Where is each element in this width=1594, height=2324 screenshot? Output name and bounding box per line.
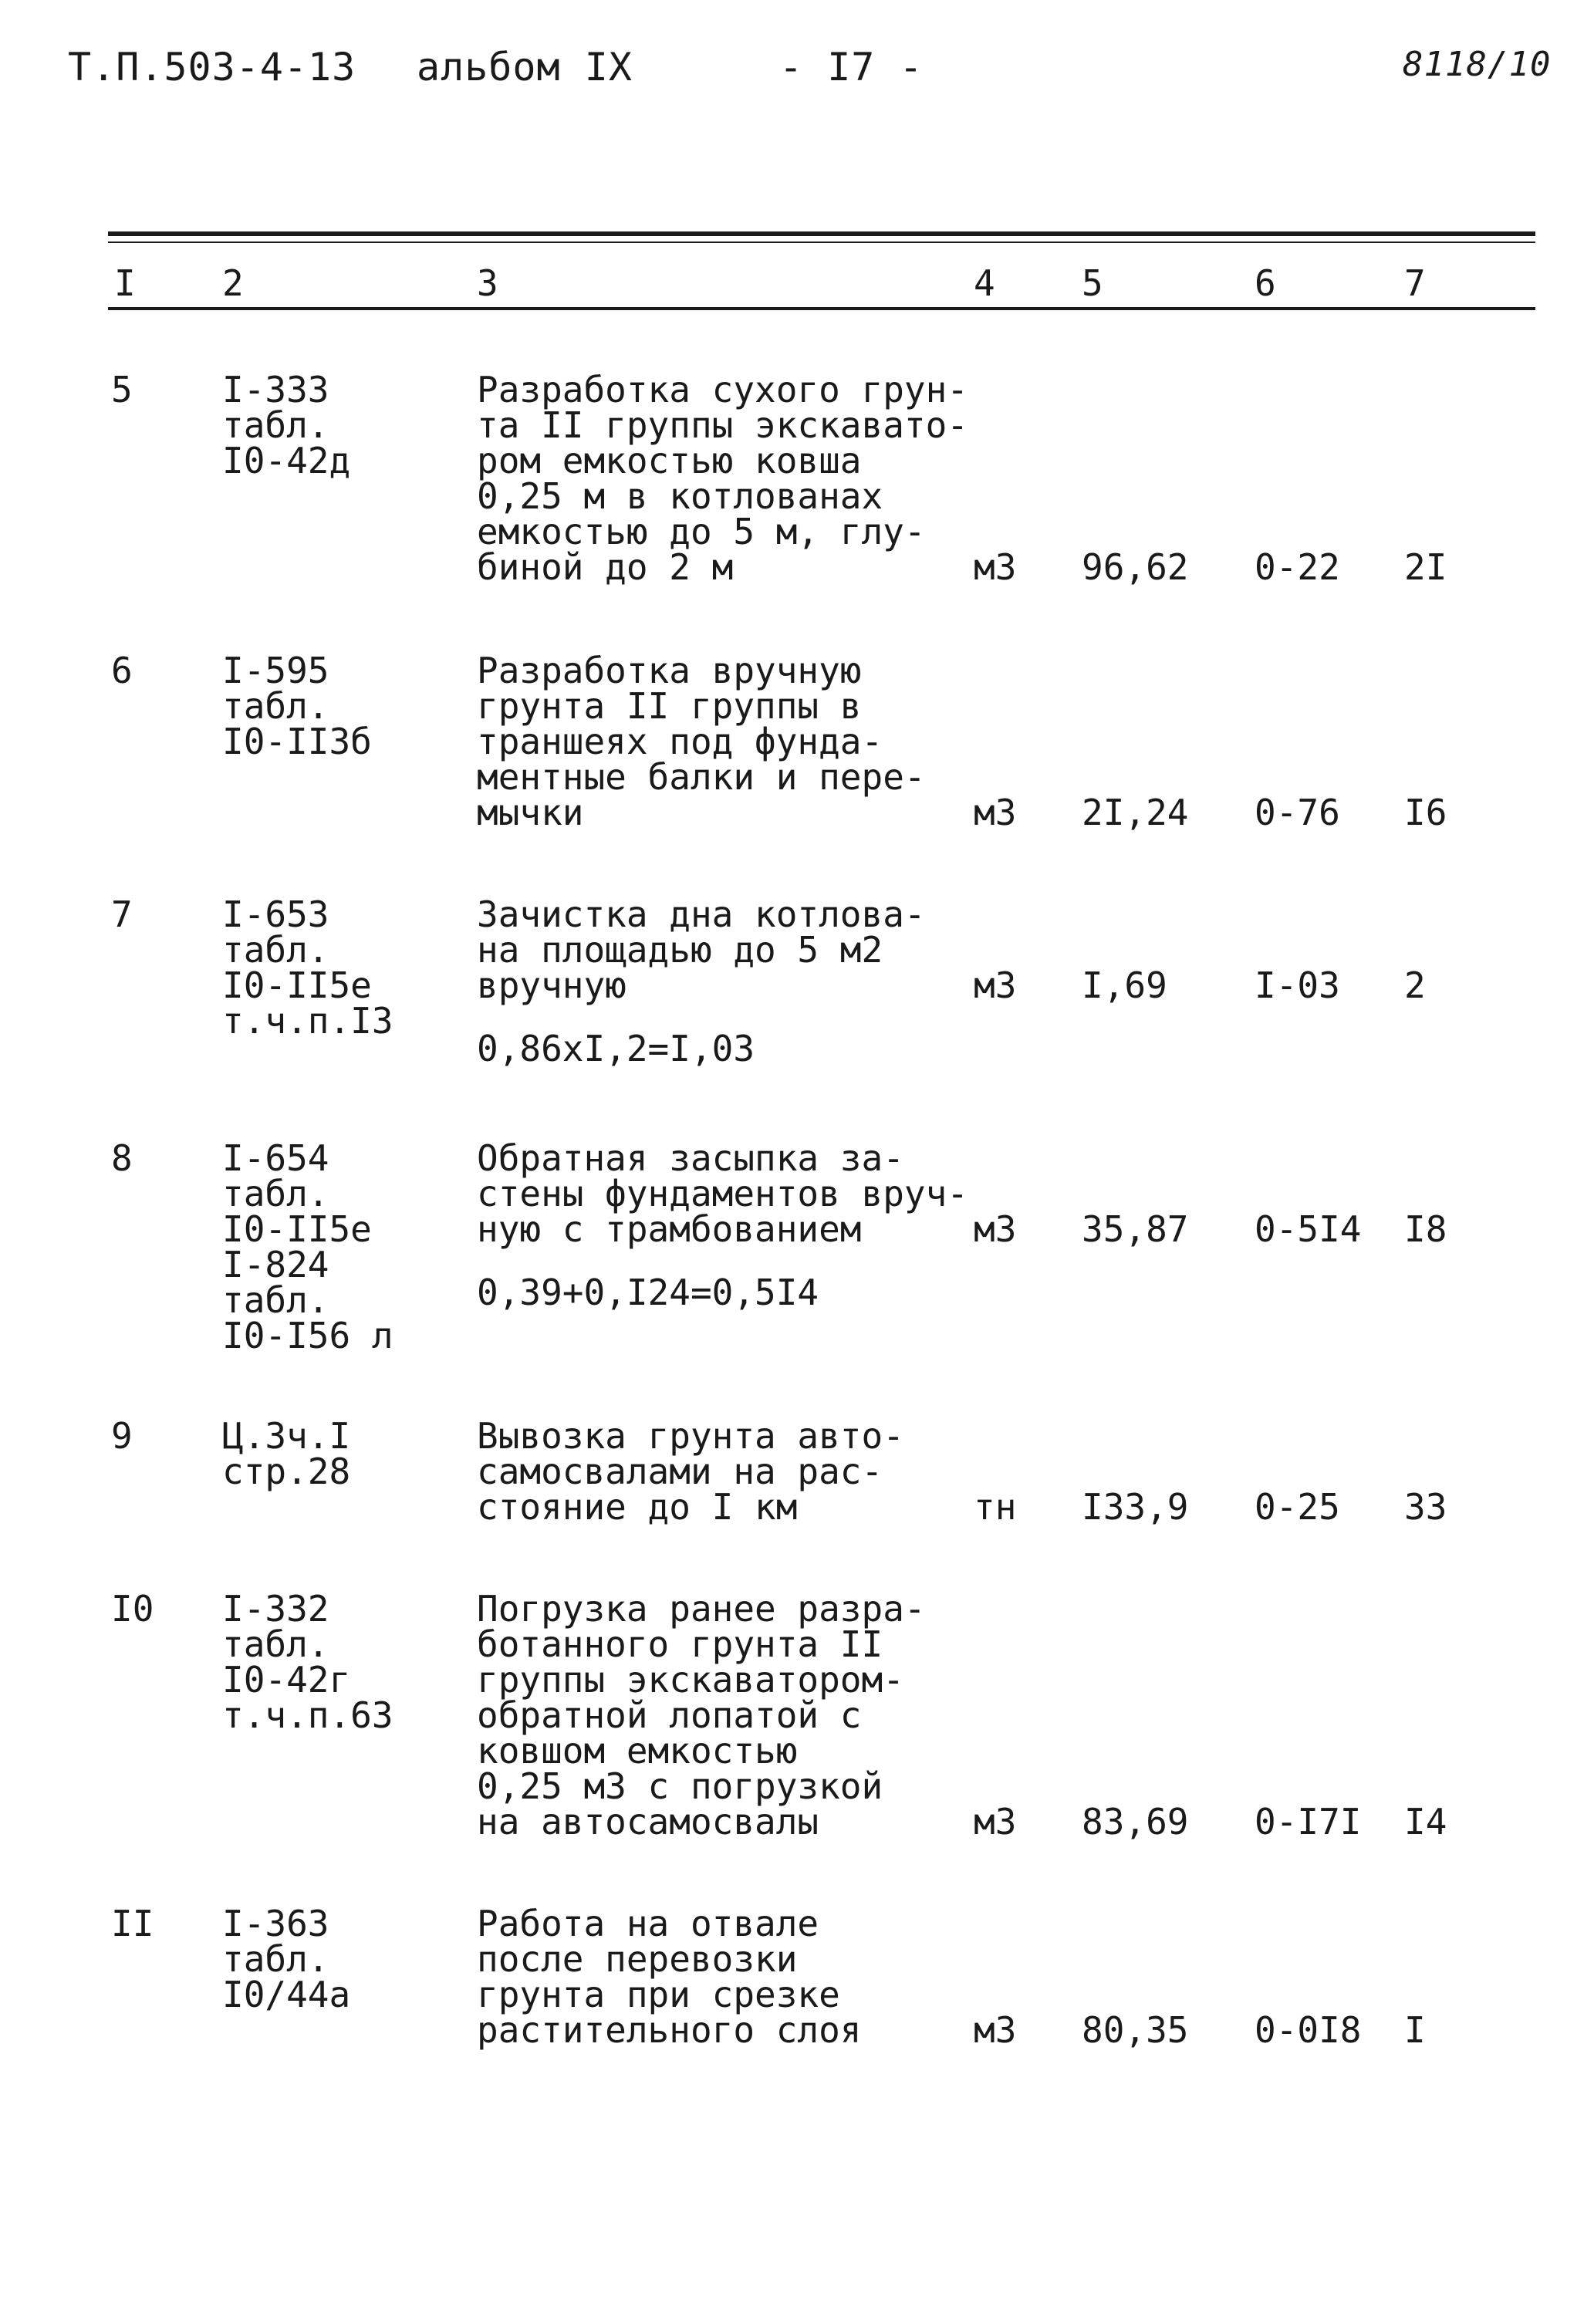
labor-norm: 0-5I4 (1255, 1208, 1362, 1250)
row-number: I0 (111, 1588, 154, 1630)
calculation-note: 0,39+0,I24=0,5I4 (477, 1272, 819, 1313)
labor-total: 2 (1404, 964, 1426, 1006)
labor-total: I6 (1404, 792, 1447, 833)
work-description: Зачистка дна котлова- на площадью до 5 м2 вручную (477, 893, 926, 1006)
quantity: 96,62 (1082, 546, 1189, 588)
unit: тн (974, 1486, 1017, 1528)
work-description: Разработка вручную грунта II группы в траншеях под фунда- ментные балки и пере- мычки (477, 650, 926, 833)
column-number-3: 3 (477, 262, 498, 304)
unit: м3 (974, 1801, 1017, 1843)
norm-reference: I-653 табл. I0-II5е т.ч.п.I3 (222, 893, 393, 1042)
labor-norm: 0-25 (1255, 1486, 1340, 1528)
labor-norm: 0-0I8 (1255, 2009, 1362, 2051)
inventory-number: 8118/10 (1403, 45, 1552, 84)
column-number-4: 4 (974, 262, 995, 304)
row-number: II (111, 1903, 154, 1944)
column-number-7: 7 (1404, 262, 1426, 304)
column-number-5: 5 (1082, 262, 1103, 304)
labor-total: I (1404, 2009, 1426, 2051)
quantity: 2I,24 (1082, 792, 1189, 833)
norm-reference: I-332 табл. I0-42г т.ч.п.63 (222, 1588, 393, 1736)
column-number-2: 2 (222, 262, 244, 304)
quantity: 83,69 (1082, 1801, 1189, 1843)
row-number: 9 (111, 1415, 133, 1457)
labor-total: I4 (1404, 1801, 1447, 1843)
work-description: Разработка сухого грун- та II группы экскавато- ром емкостью ковша 0,25 м в котлованах емкостью до 5 м, глу- биной до 2 м (477, 369, 968, 588)
column-number-6: 6 (1255, 262, 1276, 304)
album-label: альбом IX (417, 45, 633, 90)
labor-total: 33 (1404, 1486, 1447, 1528)
work-description: Обратная засыпка за- стены фундаментов вруч- ную с трамбованием (477, 1137, 968, 1250)
work-description: Вывозка грунта авто- самосвалами на рас- стояние до I км (477, 1415, 904, 1528)
work-description: Погрузка ранее разра- ботанного грунта II группы экскаватором- обратной лопатой с ковшом емкостью 0,25 м3 с погрузкой на автосамосвалы (477, 1588, 926, 1843)
labor-norm: I-03 (1255, 964, 1340, 1006)
project-code: Т.П.503-4-13 (68, 45, 356, 90)
labor-total: 2I (1404, 546, 1447, 588)
work-description: Работа на отвале после перевозки грунта при срезке растительного слоя (477, 1903, 862, 2051)
table-top-rule-thin (108, 242, 1535, 243)
labor-norm: 0-76 (1255, 792, 1340, 833)
quantity: I33,9 (1082, 1486, 1189, 1528)
column-number-1: I (114, 262, 136, 304)
labor-total: I8 (1404, 1208, 1447, 1250)
row-number: 7 (111, 893, 133, 935)
norm-reference: Ц.3ч.I стр.28 (222, 1415, 351, 1492)
norm-reference: I-363 табл. I0/44а (222, 1903, 351, 2015)
row-number: 8 (111, 1137, 133, 1179)
unit: м3 (974, 792, 1017, 833)
calculation-note: 0,86хI,2=I,03 (477, 1028, 755, 1069)
row-number: 5 (111, 369, 133, 410)
norm-reference: I-333 табл. I0-42д (222, 369, 351, 481)
row-number: 6 (111, 650, 133, 691)
unit: м3 (974, 546, 1017, 588)
unit: м3 (974, 964, 1017, 1006)
norm-reference: I-654 табл. I0-II5е I-824 табл. I0-I56 л (222, 1137, 393, 1356)
quantity: 80,35 (1082, 2009, 1189, 2051)
labor-norm: 0-I7I (1255, 1801, 1362, 1843)
table-top-rule (108, 231, 1535, 236)
page-number: - I7 - (779, 45, 924, 90)
table-header-rule (108, 307, 1535, 310)
labor-norm: 0-22 (1255, 546, 1340, 588)
quantity: 35,87 (1082, 1208, 1189, 1250)
unit: м3 (974, 2009, 1017, 2051)
unit: м3 (974, 1208, 1017, 1250)
quantity: I,69 (1082, 964, 1167, 1006)
norm-reference: I-595 табл. I0-II3б (222, 650, 372, 762)
